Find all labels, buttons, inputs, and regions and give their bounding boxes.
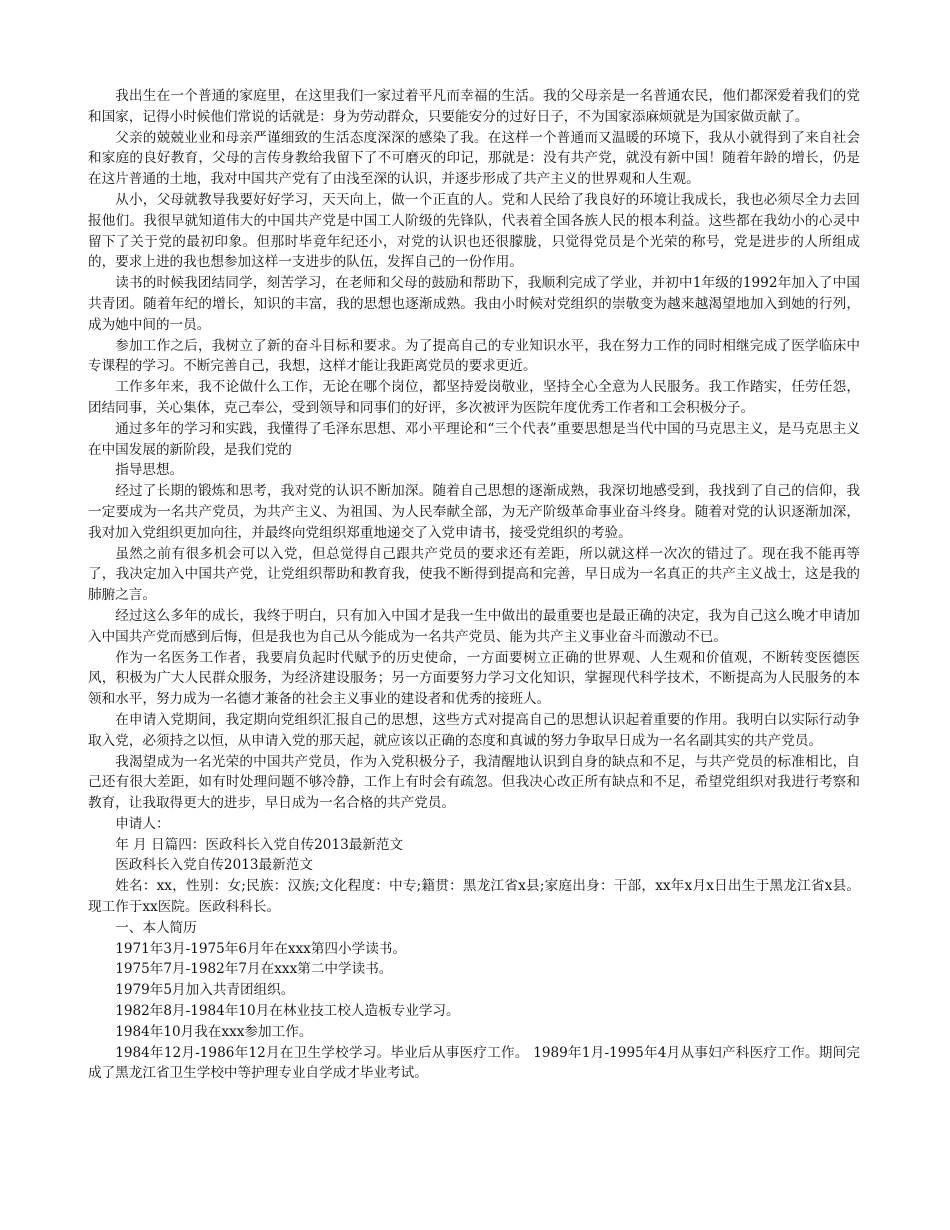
paragraph: 虽然之前有很多机会可以入党，但总觉得自己跟共产党员的要求还有差距，所以就这样一次次的错过了。现在我不能再等了，我决定加入中国共产党，让党组织帮助和教育我，使我不断得到提高和完善，早日成为一名真正的共产主义战士，这是我的肺腑之言。 — [88, 545, 860, 604]
paragraph: 参加工作之后，我树立了新的奋斗目标和要求。为了提高自己的专业知识水平，我在努力工作的同时相继完成了医学临床中专课程的学习。不断完善自己，我想，这样才能让我距离党员的要求更近。 — [88, 337, 860, 375]
paragraph: 从小，父母就教导我要好好学习，天天向上，做一个正直的人。党和人民给了我良好的环境让我成长，我也必须尽全力去回报他们。我很早就知道伟大的中国共产党是中国工人阶级的先锋队，代表着全国各族人民的根本利益。这些都在我幼小的心灵中留下了关于党的最初印象。但那时毕竟年纪还小，对党的认识也还很朦胧，只觉得党员是个光荣的称号，党是进步的人所组成的，要求上进的我也想参加这样一支进步的队伍，发挥自己的一份作用。 — [88, 191, 860, 271]
paragraph: 姓名：xx，性别：女;民族：汉族;文化程度：中专;籍贯：黑龙江省x县;家庭出身：干部，xx年x月x日出生于黑龙江省x县。现工作于xx医院。医政科科长。 — [88, 878, 860, 916]
paragraph: 作为一名医务工作者，我要肩负起时代赋予的历史使命，一方面要树立正确的世界观、人生观和价值观，不断转变医德医风，积极为广大人民群众服务，为经济建设服务；另一方面要努力学习文化知识，掌握现代科学技术，不断提高为人民服务的本领和水平，努力成为一名德才兼备的社会主义事业的建设者和优秀的接班人。 — [88, 649, 860, 708]
paragraph: 经过了长期的锻炼和思考，我对党的认识不断加深。随着自己思想的逐渐成熟，我深切地感受到，我找到了自己的信仰，我一定要成为一名共产党员，为共产主义、为祖国、为人民奉献全部，为无产阶级革命事业奋斗终身。随着对党的认识逐渐加深，我对加入党组织更加向往，并最终向党组织郑重地递交了入党申请书，接受党组织的考验。 — [88, 483, 860, 541]
paragraph: 指导思想。 — [115, 462, 184, 479]
paragraph: 读书的时候我团结同学，刻苦学习，在老师和父母的鼓励和帮助下，我顺利完成了学业，并初中1年级的1992年加入了中国共青团。随着年纪的增长，知识的丰富，我的思想也逐渐成熟。我由小时候对党组织的崇敬变为越来越渴望地加入到她的行列，成为她中间的一员。 — [88, 275, 860, 333]
resume-item: 1979年5月加入共青团组织。 — [115, 982, 295, 999]
document-page — [88, 86, 860, 1084]
resume-item: 1984年12月-1986年12月在卫生学校学习。毕业后从事医疗工作。 1989年1月-1995年4月从事妇产科医疗工作。期间完成了黑龙江省卫生学校中等护理专业自学成才毕业考试。 — [88, 1044, 860, 1082]
paragraph: 父亲的兢兢业业和母亲严谨细致的生活态度深深的感染了我。在这样一个普通而又温暖的环境下，我从小就得到了来自社会和家庭的良好教育，父母的言传身教给我留下了不可磨灭的印记，那就是：没有共产党，就没有新中国！随着年龄的增长，仍是在这片普通的土地，我对中国共产党有了由浅至深的认识，并逐步形成了共产主义的世界观和人生观。 — [88, 129, 860, 188]
signature-line: 申请人： — [115, 815, 170, 832]
paragraph: 我渴望成为一名光荣的中国共产党员，作为入党积极分子，我清醒地认识到自身的缺点和不足，与共产党员的标准相比，自己还有很大差距，如有时处理问题不够冷静，工作上有时会有疏忽。但我决心改正所有缺点和不足，希望党组织对我进行考察和教育，让我取得更大的进步，早日成为一名合格的共产党员。 — [88, 753, 860, 812]
resume-item: 1971年3月-1975年6月年在xxx第四小学读书。 — [115, 940, 406, 957]
resume-item: 1975年7月-1982年7月在xxx第二中学读书。 — [115, 961, 393, 978]
paragraph: 经过这么多年的成长，我终于明白，只有加入中国才是我一生中做出的最重要也是最正确的决定，我为自己这么晚才申请加入中国共产党而感到后悔，但是我也为自己从今能成为一名共产党员、能为共产主义事业奋斗而激动不已。 — [88, 607, 860, 645]
resume-item: 1982年8月-1984年10月在林业技工校人造板专业学习。 — [115, 1003, 460, 1020]
section-title: 医政科长入党自传2013最新范文 — [115, 857, 313, 874]
paragraph: 工作多年来，我不论做什么工作，无论在哪个岗位，都坚持爱岗敬业，坚持全心全意为人民服务。我工作踏实，任劳任怨，团结同事，关心集体，克己奉公，受到领导和同事们的好评，多次被评为医院年度优秀工作者和工会积极分子。 — [88, 379, 860, 416]
date-and-section-title: 年 月 日篇四：医政科长入党自传2013最新范文 — [115, 836, 404, 853]
subsection-heading: 一、本人简历 — [115, 919, 197, 936]
resume-item: 1984年10月我在xxx参加工作。 — [115, 1023, 313, 1040]
paragraph: 通过多年的学习和实践，我懂得了毛泽东思想、邓小平理论和“三个代表”重要思想是当代中国的马克思主义，是马克思主义在中国发展的新阶段，是我们党的 — [88, 420, 860, 458]
paragraph: 我出生在一个普通的家庭里，在这里我们一家过着平凡而幸福的生活。我的父母亲是一名普通农民，他们都深爱着我们的党和国家，记得小时候他们常说的话就是：身为劳动群众，只要能安分的过好日子，不为国家添麻烦就是为国家做贡献了。 — [88, 88, 860, 125]
paragraph: 在申请入党期间，我定期向党组织汇报自己的思想，这些方式对提高自己的思想认识起着重要的作用。我明白以实际行动争取入党，必须持之以恒，从申请入党的那天起，就应该以正确的态度和真诚的努力争取早日成为一名名副其实的共产党员。 — [88, 711, 860, 749]
